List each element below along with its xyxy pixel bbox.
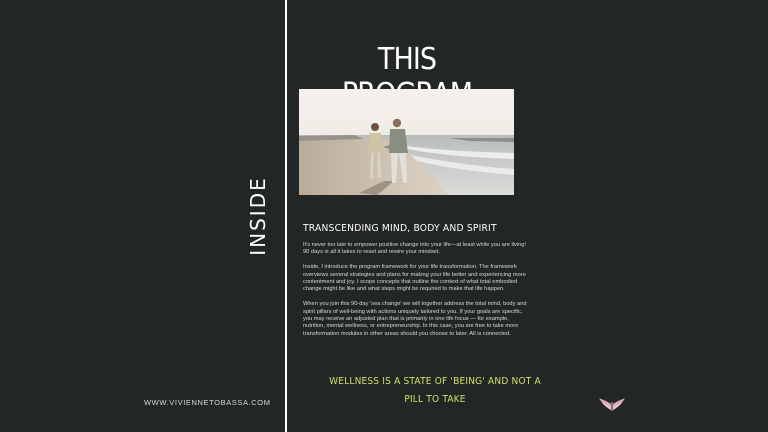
page-title: THIS — [377, 42, 437, 77]
vertical-divider — [285, 0, 287, 432]
website-url[interactable]: WWW.VIVIENNETOBASSA.COM — [144, 398, 271, 407]
quote — [308, 373, 562, 409]
body-text — [303, 242, 528, 346]
beach-couple-photo — [299, 89, 514, 195]
side-title: INSIDE — [246, 176, 270, 256]
paragraph: When you join this 90-day 'sea change' we will together address the total mind, body and spirit pillars of well-being with actions uniquely tailored to you. If your goals are specific, you may receive an adjusted plan that is primarily in one life focus — for example, nutrition, mental wellness, or entrepreneurship. In this case, you are free to take more transformation modules in other areas should you choose to later. All is connected. — [303, 301, 527, 337]
wings-logo-icon — [598, 396, 626, 412]
section-heading: TRANSCENDING MIND, BODY AND SPIRIT — [303, 223, 497, 234]
quote-line: WELLNESS IS A STATE OF 'BEING' AND NOT A — [329, 376, 541, 387]
quote-line: PILL TO TAKE — [404, 394, 466, 405]
paragraph: Inside, I introduce the program framework for your life transformation. The framework overviews several strategies and plans for making your life better and experiencing more contentment and joy. I scope concepts that outline the context of what total embodied change might be like and what steps might be required to make that life happen. — [303, 264, 526, 293]
paragraph: It's never too late to empower positive change into your life—at least while you are living! 90 days is all it takes to reset and rewire your mindset. — [303, 242, 527, 256]
